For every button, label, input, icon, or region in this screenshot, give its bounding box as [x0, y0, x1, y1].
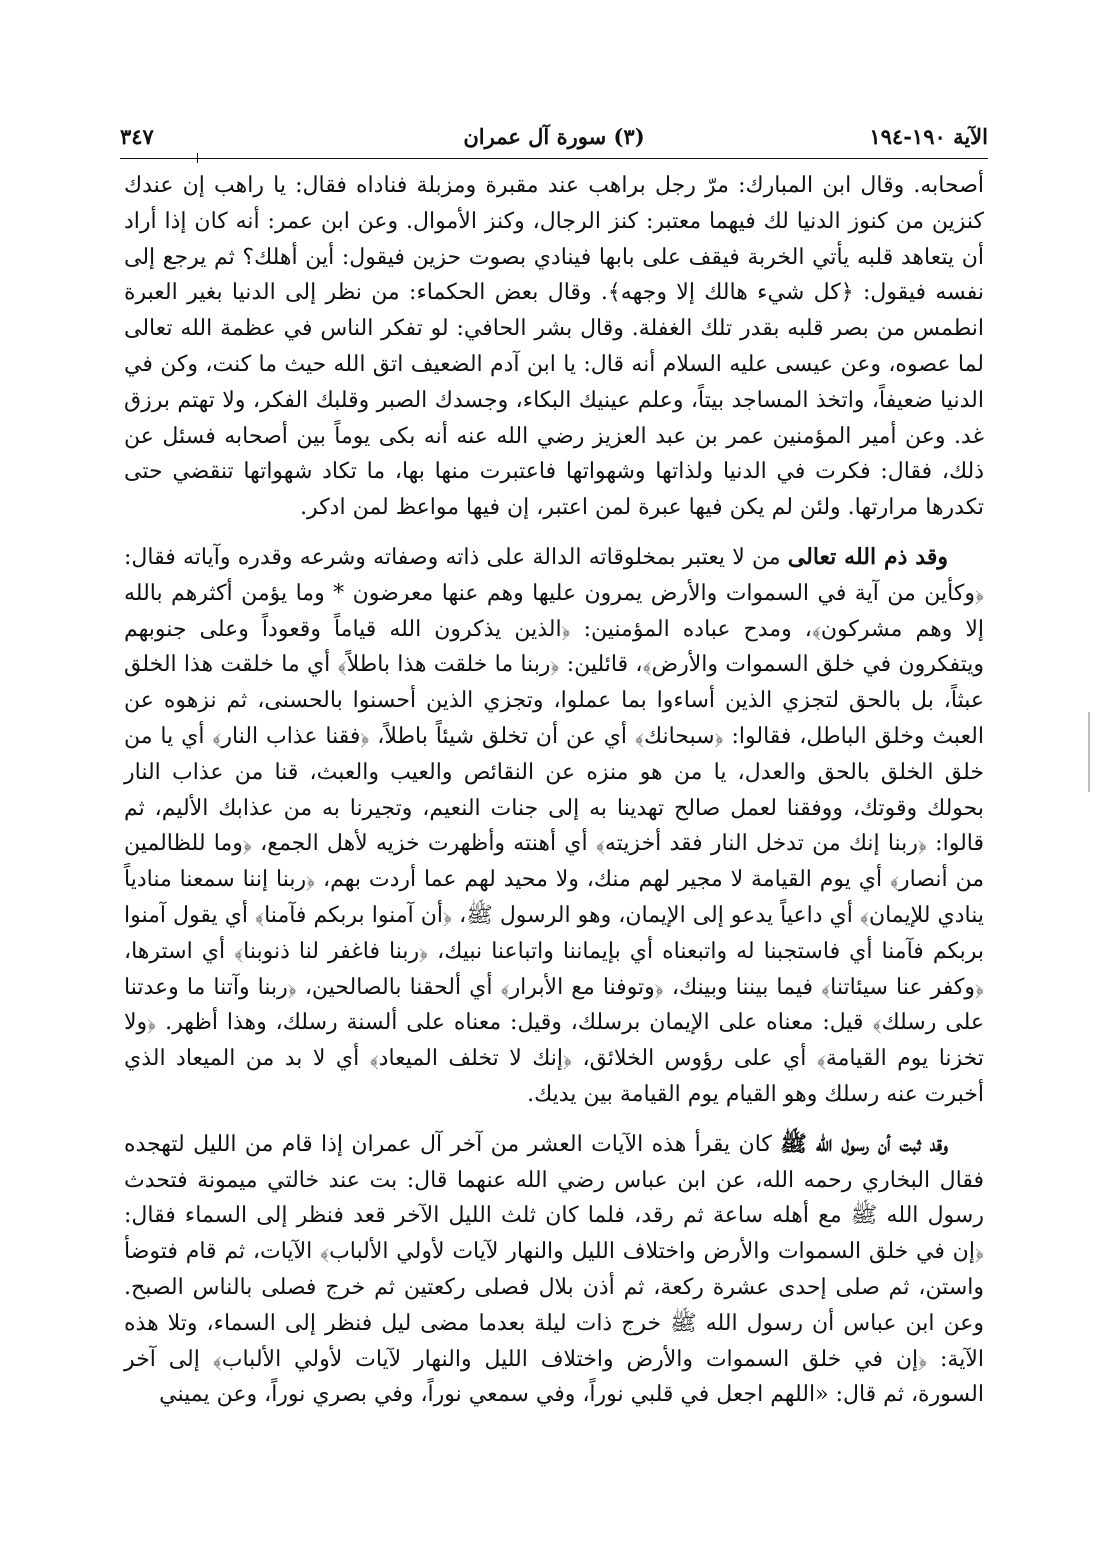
- paragraph-text: أصحابه. وقال ابن المبارك: مرّ رجل براهب عند مقبرة ومزبلة فناداه فقال: يا راهب إن عندك كنزين من كنوز الدنيا لك فيهما معتبر: كنز الرجال، وكنز الأموال. وعن ابن عمر: أنه كان إذا أراد أن يتعاهد قلبه يأتي الخربة فيقف على بابها فينادي بصوت حزين فيقول: أين أهلك؟ ثم يرجع إلى نفسه فيقول: ﴿كل شيء هالك إلا وجهه﴾. وقال بعض الحكماء: من نظر إلى الدنيا بغير العبرة انطمس من بصر قلبه بقدر تلك الغفلة. وقال بشر الحافي: لو تفكر الناس في عظمة الله تعالى لما عصوه، وعن عيسى عليه السلام أنه قال: يا ابن آدم الضعيف اتق الله حيث ما كنت، وكن في الدنيا ضعيفاً، واتخذ المساجد بيتاً، وعلم عينيك البكاء، وجسدك الصبر وقلبك الفكر، ولا تهتم برزق غد. وعن أمير المؤمنين عمر بن عبد العزيز رضي الله عنه أنه بكى يوماً بين أصحابه فسئل عن ذلك، فقال: فكرت في الدنيا ولذاتها وشهواتها فاعتبرت منها بها، ما تكاد شهواتها تنقضي حتى تكدرها مرارتها. ولئن لم يكن فيها عبرة لمن اعتبر، إن فيها مواعظ لمن ادكر.: [124, 173, 984, 521]
- paragraph-3: [124, 1127, 984, 1413]
- page-header: [120, 118, 988, 158]
- page-number: ٣٤٧: [120, 124, 154, 149]
- ayah-range: الآية ١٩٠-١٩٤: [869, 124, 988, 149]
- header-rule-tick: [197, 153, 198, 163]
- paragraph-lead: وقد ثبت أن رسول الله ﷺ: [780, 1130, 948, 1157]
- paragraph-1: [124, 168, 984, 526]
- header-rule: [120, 158, 988, 159]
- margin-mark: [1088, 712, 1090, 792]
- body-text: [124, 168, 984, 1413]
- paragraph-text: كان يقرأ هذه الآيات العشر من آخر آل عمران إذا قام من الليل لتهجده فقال البخاري رحمه الله، عن ابن عباس رضي الله عنهما قال: بت عند خالتي ميمونة فتحدث رسول الله ﷺ مع أهله ساعة ثم رقد، فلما كان ثلث الليل الآخر قعد فنظر إلى السماء فقال: ﴿إن في خلق السموات والأرض واختلاف الليل والنهار لآيات لأولي الألباب﴾ الآيات، ثم قام فتوضأ واستن، ثم صلى إحدى عشرة ركعة، ثم أذن بلال فصلى ركعتين ثم خرج فصلى بالناس الصبح. وعن ابن عباس أن رسول الله ﷺ خرج ذات ليلة بعدما مضى ليل فنظر إلى السماء، وتلا هذه الآية: ﴿إن في خلق السموات والأرض واختلاف الليل والنهار لآيات لأولي الألباب﴾ إلى آخر السورة، ثم قال: «اللهم اجعل في قلبي نوراً، وفي سمعي نوراً، وفي بصري نوراً، وعن يميني: [124, 1131, 984, 1408]
- paragraph-2: [124, 540, 984, 1113]
- surah-title: (٣) سورة آل عمران: [463, 124, 645, 149]
- paragraph-lead: وقد ذم الله تعالى: [787, 543, 948, 570]
- paragraph-text: من لا يعتبر بمخلوقاته الدالة على ذاته وصفاته وشرعه وقدره وآياته فقال: ﴿وكأين من آية في السموات والأرض يمرون عليها وهم عنها معرضون * وما يؤمن أكثرهم بالله إلا وهم مشركون﴾، ومدح عباده المؤمنين: ﴿الذين يذكرون الله قياماً وقعوداً وعلى جنوبهم ويتفكرون في خلق السموات والأرض﴾، قائلين: ﴿ربنا ما خلقت هذا باطلاً﴾ أي ما خلقت هذا الخلق عبثاً، بل بالحق لتجزي الذين أساءوا بما عملوا، وتجزي الذين أحسنوا بالحسنى، ثم نزهوه عن العبث وخلق الباطل، فقالوا: ﴿سبحانك﴾ أي عن أن تخلق شيئاً باطلاً، ﴿فقنا عذاب النار﴾ أي يا من خلق الخلق بالحق والعدل، يا من هو منزه عن النقائص والعيب والعبث، قنا من عذاب النار بحولك وقوتك، ووفقنا لعمل صالح تهدينا به إلى جنات النعيم، وتجيرنا به من عذابك الأليم، ثم قالوا: ﴿ربنا إنك من تدخل النار فقد أخزيته﴾ أي أهنته وأظهرت خزيه لأهل الجمع، ﴿وما للظالمين من أنصار﴾ أي يوم القيامة لا مجير لهم منك، ولا محيد لهم عما أردت بهم، ﴿ربنا إننا سمعنا منادياً ينادي للإيمان﴾ أي داعياً يدعو إلى الإيمان، وهو الرسول ﷺ، ﴿أن آمنوا بربكم فآمنا﴾ أي يقول آمنوا بربكم فآمنا أي فاستجبنا له واتبعناه أي بإيماننا واتباعنا نبيك، ﴿ربنا فاغفر لنا ذنوبنا﴾ أي استرها، ﴿وكفر عنا سيئاتنا﴾ فيما بيننا وبينك، ﴿وتوفنا مع الأبرار﴾ أي ألحقنا بالصالحين، ﴿ربنا وآتنا ما وعدتنا على رسلك﴾ قيل: معناه على الإيمان برسلك، وقيل: معناه على ألسنة رسلك، وهذا أظهر. ﴿ولا تخزنا يوم القيامة﴾ أي على رؤوس الخلائق، ﴿إنك لا تخلف الميعاد﴾ أي لا بد من الميعاد الذي أخبرت عنه رسلك وهو القيام يوم القيامة بين يديك.: [124, 544, 984, 1107]
